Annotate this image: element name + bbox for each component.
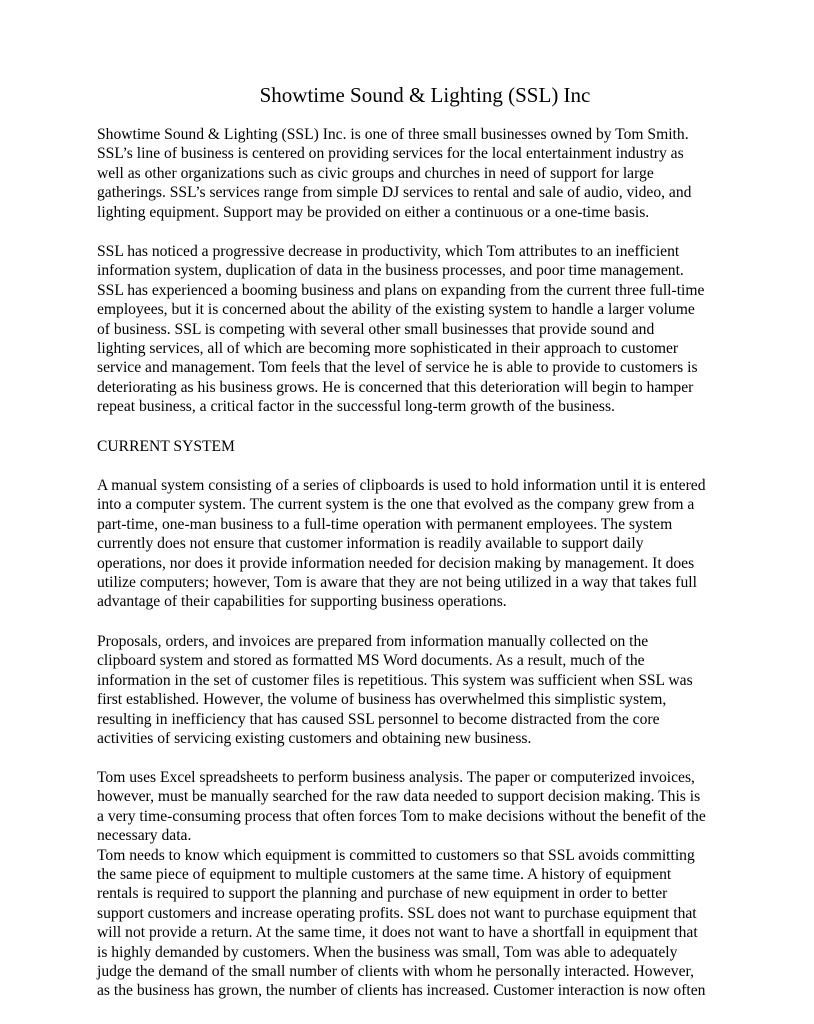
- text-line: clipboard system and stored as formatted MS Word documents. As a result, much of the: [97, 652, 645, 670]
- text-line: part-time, one-man business to a full-time operation with permanent employees. The system: [97, 515, 673, 533]
- text-line: operations, nor does it provide information needed for decision making by management. It does: [97, 554, 695, 572]
- text-line: resulting in inefficiency that has caused SSL personnel to become distracted from the core: [97, 710, 660, 728]
- text-line: however, must be manually searched for the raw data needed to support decision making. This is: [97, 788, 701, 806]
- text-line: employees, but it is concerned about the ability of the existing system to handle a larger volume: [97, 301, 695, 319]
- text-line: utilize computers; however, Tom is aware that they are not being utilized in a way that takes full: [97, 573, 697, 591]
- text-line: Tom uses Excel spreadsheets to perform business analysis. The paper or computerized invoices,: [97, 769, 695, 786]
- text-line: as the business has grown, the number of clients has increased. Customer interaction is now often: [97, 982, 706, 1000]
- text-line: repeat business, a critical factor in the successful long-term growth of the business.: [97, 398, 615, 416]
- text-line: is highly demanded by customers. When the business was small, Tom was able to adequately: [97, 943, 678, 961]
- text-line: first established. However, the volume of business has overwhelmed this simplistic system,: [97, 691, 667, 709]
- text-line: SSL’s line of business is centered on providing services for the local entertainment industry as: [97, 145, 684, 163]
- text-line: SSL has experienced a booming business and plans on expanding from the current three full-time: [97, 281, 705, 299]
- paragraph-proposals-orders: [97, 632, 777, 748]
- text-line: lighting services, all of which are becoming more sophisticated in their approach to customer: [97, 339, 679, 357]
- paragraph-excel-equipment: [97, 768, 777, 1001]
- text-line: lighting equipment. Support may be provided on either a continuous or a one-time basis.: [97, 203, 650, 221]
- text-line: deteriorating as his business grows. He is concerned that this deterioration will begin to hamper: [97, 378, 694, 396]
- text-line: Proposals, orders, and invoices are prepared from information manually collected on the: [97, 633, 649, 650]
- text-line: activities of servicing existing customers and obtaining new business.: [97, 729, 532, 747]
- text-line: Showtime Sound & Lighting (SSL) Inc. is one of three small businesses owned by Tom Smith.: [97, 126, 689, 143]
- text-line: into a computer system. The current system is the one that evolved as the company grew from a: [97, 496, 695, 514]
- text-line: CURRENT SYSTEM: [97, 438, 235, 455]
- text-line: advantage of their capabilities for supporting business operations.: [97, 593, 507, 611]
- text-line: support customers and increase operating profits. SSL does not want to purchase equipment that: [97, 904, 697, 922]
- text-line: of business. SSL is competing with several other small businesses that provide sound and: [97, 320, 655, 338]
- text-line: will not provide a return. At the same time, it does not want to have a shortfall in equipment that: [97, 924, 698, 942]
- section-heading-current-system: [97, 437, 777, 456]
- text-line: Tom needs to know which equipment is committed to customers so that SSL avoids committing: [97, 846, 695, 864]
- paragraph-productivity: [97, 242, 777, 417]
- text-line: A manual system consisting of a series of clipboards is used to hold information until it is entered: [97, 477, 706, 494]
- text-line: well as other organizations such as civic groups and churches in need of support for large: [97, 164, 654, 182]
- paragraph-manual-system: [97, 476, 777, 612]
- text-line: information in the set of customer files is repetitious. This system was sufficient when SSL was: [97, 671, 693, 689]
- text-line: the same piece of equipment to multiple customers at the same time. A history of equipment: [97, 865, 672, 883]
- text-line: judge the demand of the small number of clients with whom he personally interacted. However,: [97, 962, 694, 980]
- text-line: rentals is required to support the planning and purchase of new equipment in order to better: [97, 885, 668, 903]
- text-line: necessary data.: [97, 827, 192, 845]
- text-line: information system, duplication of data in the business processes, and poor time management.: [97, 262, 684, 280]
- text-line: SSL has noticed a progressive decrease in productivity, which Tom attributes to an inefficient: [97, 243, 680, 260]
- text-line: currently does not ensure that customer information is readily available to support daily: [97, 535, 644, 553]
- text-line: gatherings. SSL’s services range from simple DJ services to rental and sale of audio, video, and: [97, 184, 692, 202]
- text-line: service and management. Tom feels that the level of service he is able to provide to customers is: [97, 359, 698, 377]
- text-line: a very time-consuming process that often forces Tom to make decisions without the benefit of the: [97, 807, 706, 825]
- paragraph-intro: [97, 125, 777, 222]
- document-title: Showtime Sound & Lighting (SSL) Inc: [259, 83, 591, 107]
